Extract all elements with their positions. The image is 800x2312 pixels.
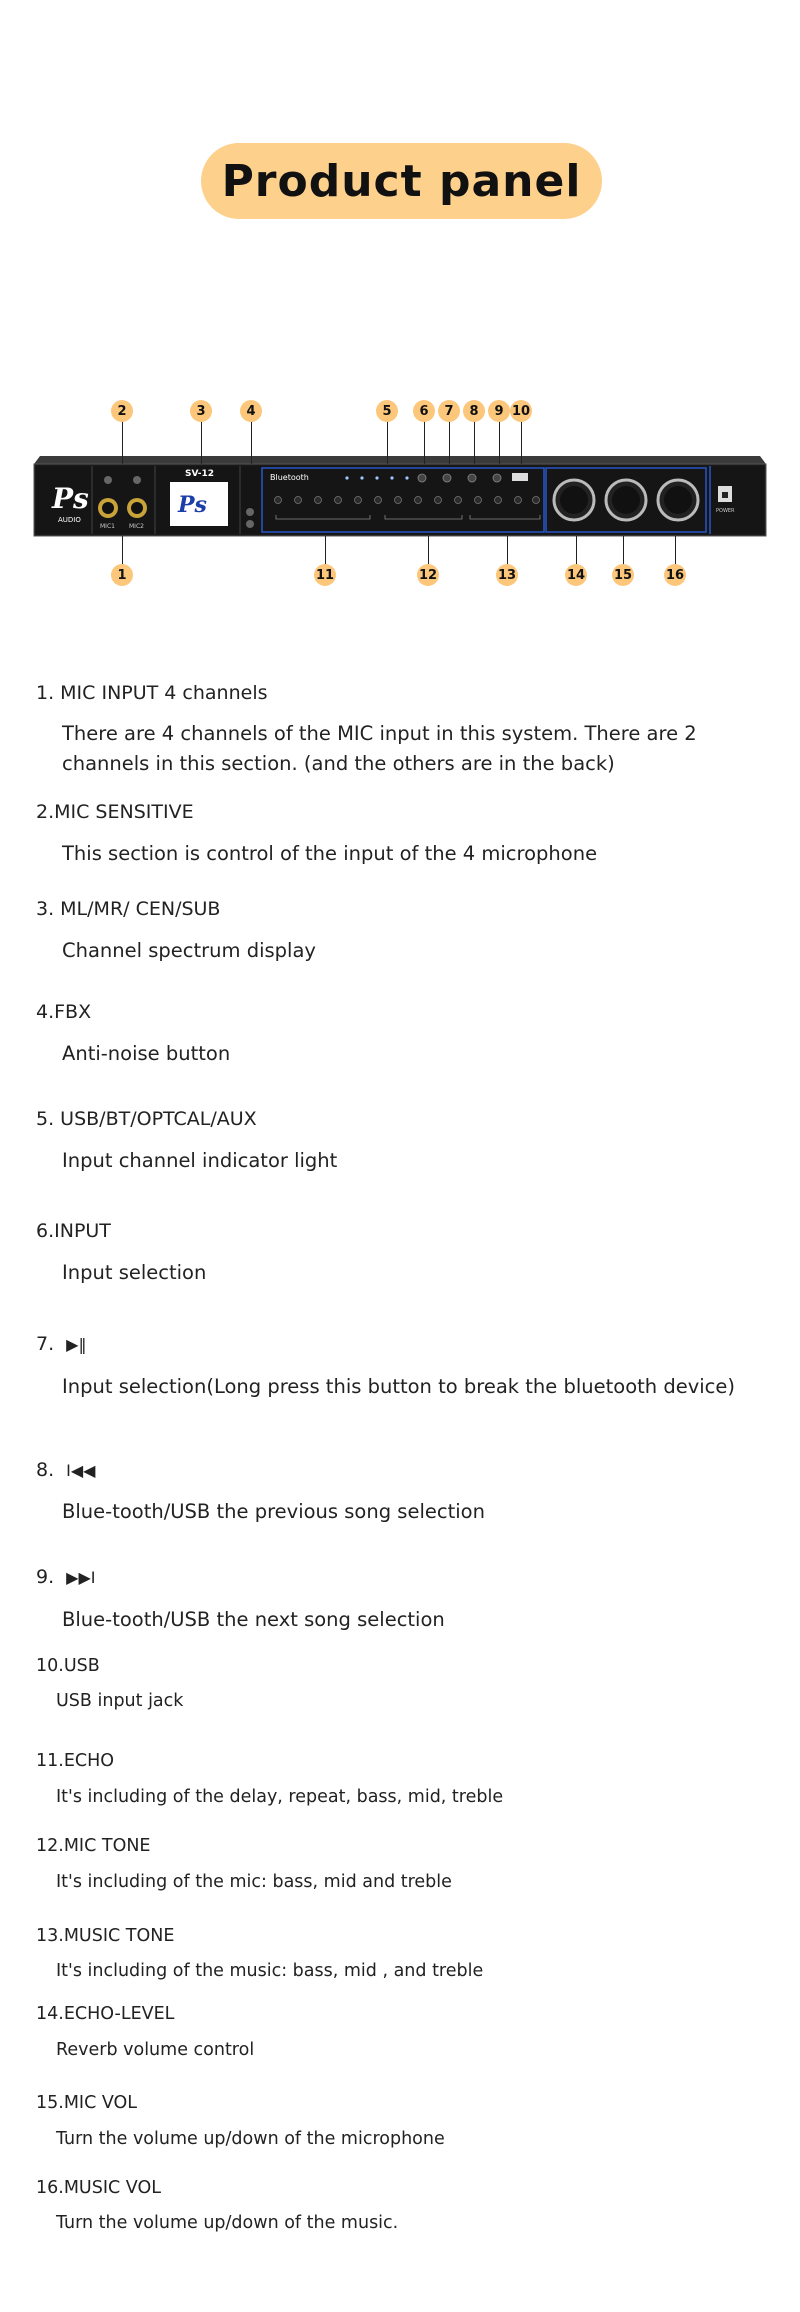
big-knobs <box>554 480 698 520</box>
item-title-8-text: 8. <box>36 1459 55 1481</box>
item-desc-5: Input channel indicator light <box>62 1149 338 1172</box>
brand-text: Ps <box>52 482 89 515</box>
marker-4: 4 <box>240 400 262 422</box>
item-desc-11: It's including of the delay, repeat, bass, mid, treble <box>56 1787 504 1807</box>
item-title-7 <box>36 1333 86 1355</box>
item-title-9-text: 9. <box>36 1566 55 1588</box>
item-desc-1b: channels in this section. (and the others are in the back) <box>62 752 615 775</box>
item-desc-8: Blue-tooth/USB the previous song selection <box>62 1500 485 1523</box>
marker-7: 7 <box>438 400 460 422</box>
item-desc-7: Input selection(Long press this button to break the bluetooth device) <box>62 1375 736 1398</box>
marker-9: 9 <box>488 400 510 422</box>
item-title-10: 10.USB <box>36 1656 100 1676</box>
page-title: Product panel <box>221 155 582 207</box>
marker-3: 3 <box>190 400 212 422</box>
item-desc-14: Reverb volume control <box>56 2040 255 2060</box>
model-label: SV-12 <box>185 469 215 479</box>
marker-5: 5 <box>376 400 398 422</box>
item-title-8 <box>36 1459 95 1481</box>
mic2-label: MIC2 <box>129 523 144 530</box>
marker-14: 14 <box>565 564 587 586</box>
item-title-1: 1. MIC INPUT 4 channels <box>36 682 268 704</box>
item-desc-10: USB input jack <box>56 1691 184 1711</box>
brand-sub-text: AUDIO <box>58 516 81 524</box>
item-desc-2: This section is control of the input of the 4 microphone <box>62 842 598 865</box>
marker-2: 2 <box>111 400 133 422</box>
item-title-7-text: 7. <box>36 1333 55 1355</box>
marker-10: 10 <box>510 400 532 422</box>
previous-track-icon: I◀◀ <box>66 1461 96 1480</box>
item-desc-1a: There are 4 channels of the MIC input in this system. There are 2 <box>62 722 697 745</box>
item-desc-12: It's including of the mic: bass, mid and treble <box>56 1872 452 1892</box>
item-title-15: 15.MIC VOL <box>36 2093 138 2113</box>
page-title-badge <box>201 143 602 219</box>
item-title-6: 6.INPUT <box>36 1220 111 1242</box>
item-title-14: 14.ECHO-LEVEL <box>36 2004 175 2024</box>
item-title-16: 16.MUSIC VOL <box>36 2178 161 2198</box>
marker-15: 15 <box>612 564 634 586</box>
item-desc-6: Input selection <box>62 1261 207 1284</box>
item-title-9 <box>36 1566 95 1588</box>
marker-1: 1 <box>111 564 133 586</box>
item-desc-4: Anti-noise button <box>62 1042 231 1065</box>
power-label: POWER <box>716 508 735 514</box>
bluetooth-label: Bluetooth <box>270 473 309 482</box>
item-desc-3: Channel spectrum display <box>62 939 316 962</box>
marker-11: 11 <box>314 564 336 586</box>
marker-13: 13 <box>496 564 518 586</box>
display-logo: Ps <box>178 492 207 518</box>
marker-16: 16 <box>664 564 686 586</box>
item-desc-13: It's including of the music: bass, mid , and treble <box>56 1961 484 1981</box>
item-title-3: 3. ML/MR/ CEN/SUB <box>36 898 221 920</box>
product-panel-illustration <box>0 400 800 600</box>
next-track-icon: ▶▶I <box>66 1568 96 1587</box>
marker-12: 12 <box>417 564 439 586</box>
item-title-2: 2.MIC SENSITIVE <box>36 801 194 823</box>
item-title-11: 11.ECHO <box>36 1751 115 1771</box>
mic1-label: MIC1 <box>100 523 115 530</box>
marker-8: 8 <box>463 400 485 422</box>
item-title-12: 12.MIC TONE <box>36 1836 151 1856</box>
play-pause-icon: ▶‖ <box>66 1335 87 1354</box>
item-desc-16: Turn the volume up/down of the music. <box>56 2213 399 2233</box>
marker-6: 6 <box>413 400 435 422</box>
item-title-5: 5. USB/BT/OPTCAL/AUX <box>36 1108 257 1130</box>
item-title-4: 4.FBX <box>36 1001 92 1023</box>
item-desc-9: Blue-tooth/USB the next song selection <box>62 1608 445 1631</box>
item-title-13: 13.MUSIC TONE <box>36 1926 175 1946</box>
item-desc-15: Turn the volume up/down of the microphone <box>56 2129 445 2149</box>
